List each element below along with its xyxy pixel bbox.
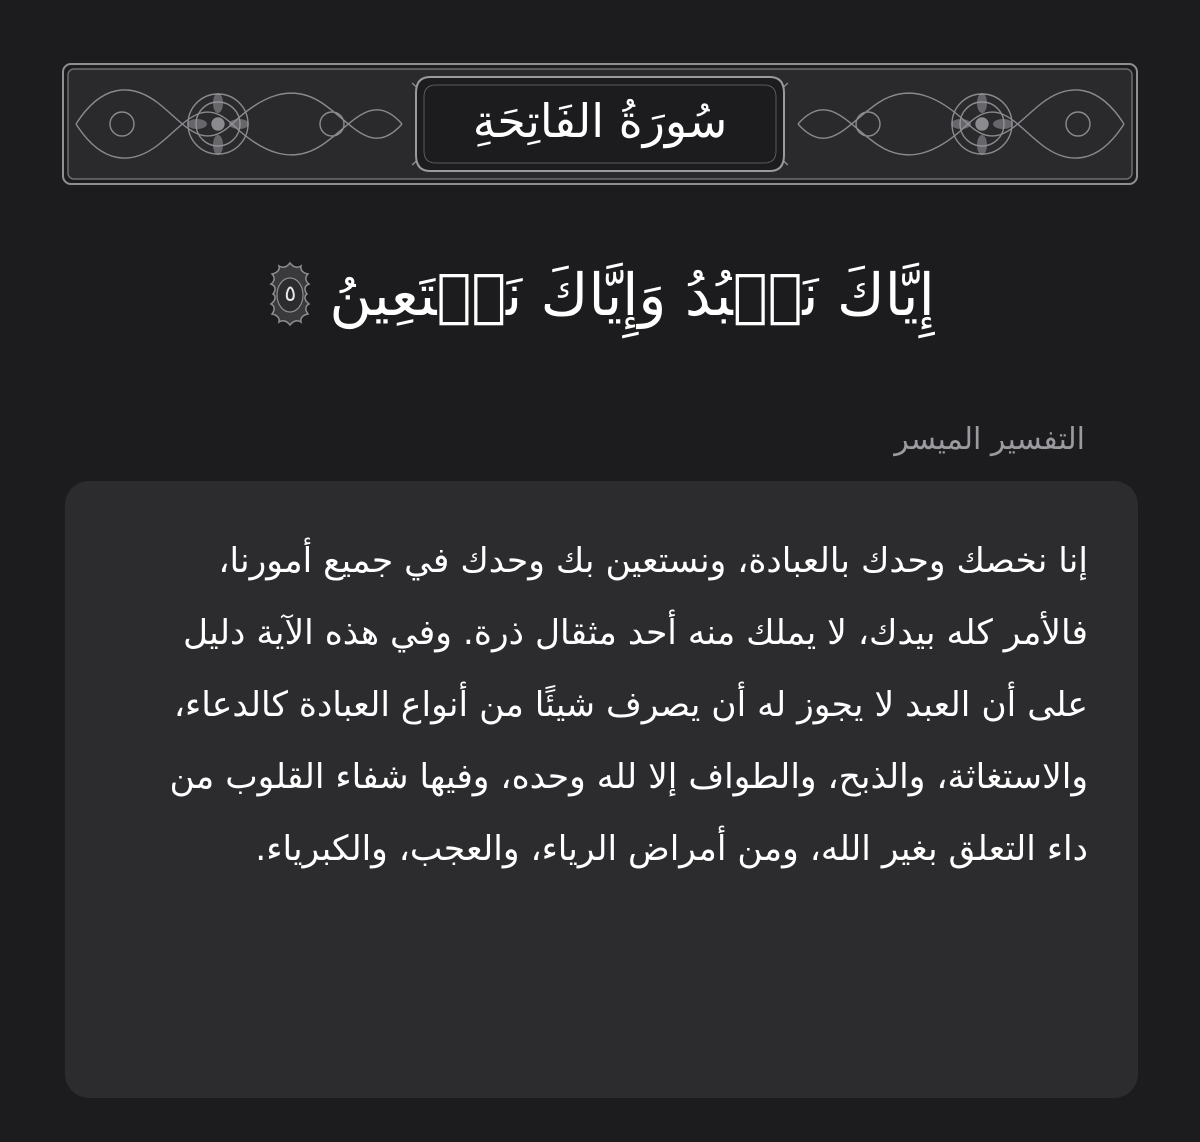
ayah-number: ٥ (284, 282, 297, 307)
ayah-line (0, 250, 1200, 340)
tafsir-section-label: التفسير الميسر (894, 422, 1085, 457)
tafsir-text: إنا نخصك وحدك بالعبادة، ونستعين بك وحدك في جميع أمورنا، فالأمر كله بيدك، لا يملك منه أحد مثقال ذرة. وفي هذه الآية دليل على أن العبد لا يجوز له أن يصرف شيئًا من أنواع العبادة كالدعاء، والاستغاثة، والذبح، والطواف إلا لله وحده، وفيها شفاء القلوب من داء التعلق بغير الله، ومن أمراض الرياء، والعجب، والكبرياء. (169, 541, 1088, 869)
surah-header-banner (62, 63, 1138, 185)
ayah-text: إِيَّاكَ نَعۡبُدُ وَإِيَّاكَ نَسۡتَعِينُ (329, 261, 935, 329)
tafsir-card (65, 481, 1138, 1098)
ayah-end-marker (265, 260, 315, 330)
surah-title: سُورَةُ الفَاتِحَةِ (472, 94, 728, 148)
